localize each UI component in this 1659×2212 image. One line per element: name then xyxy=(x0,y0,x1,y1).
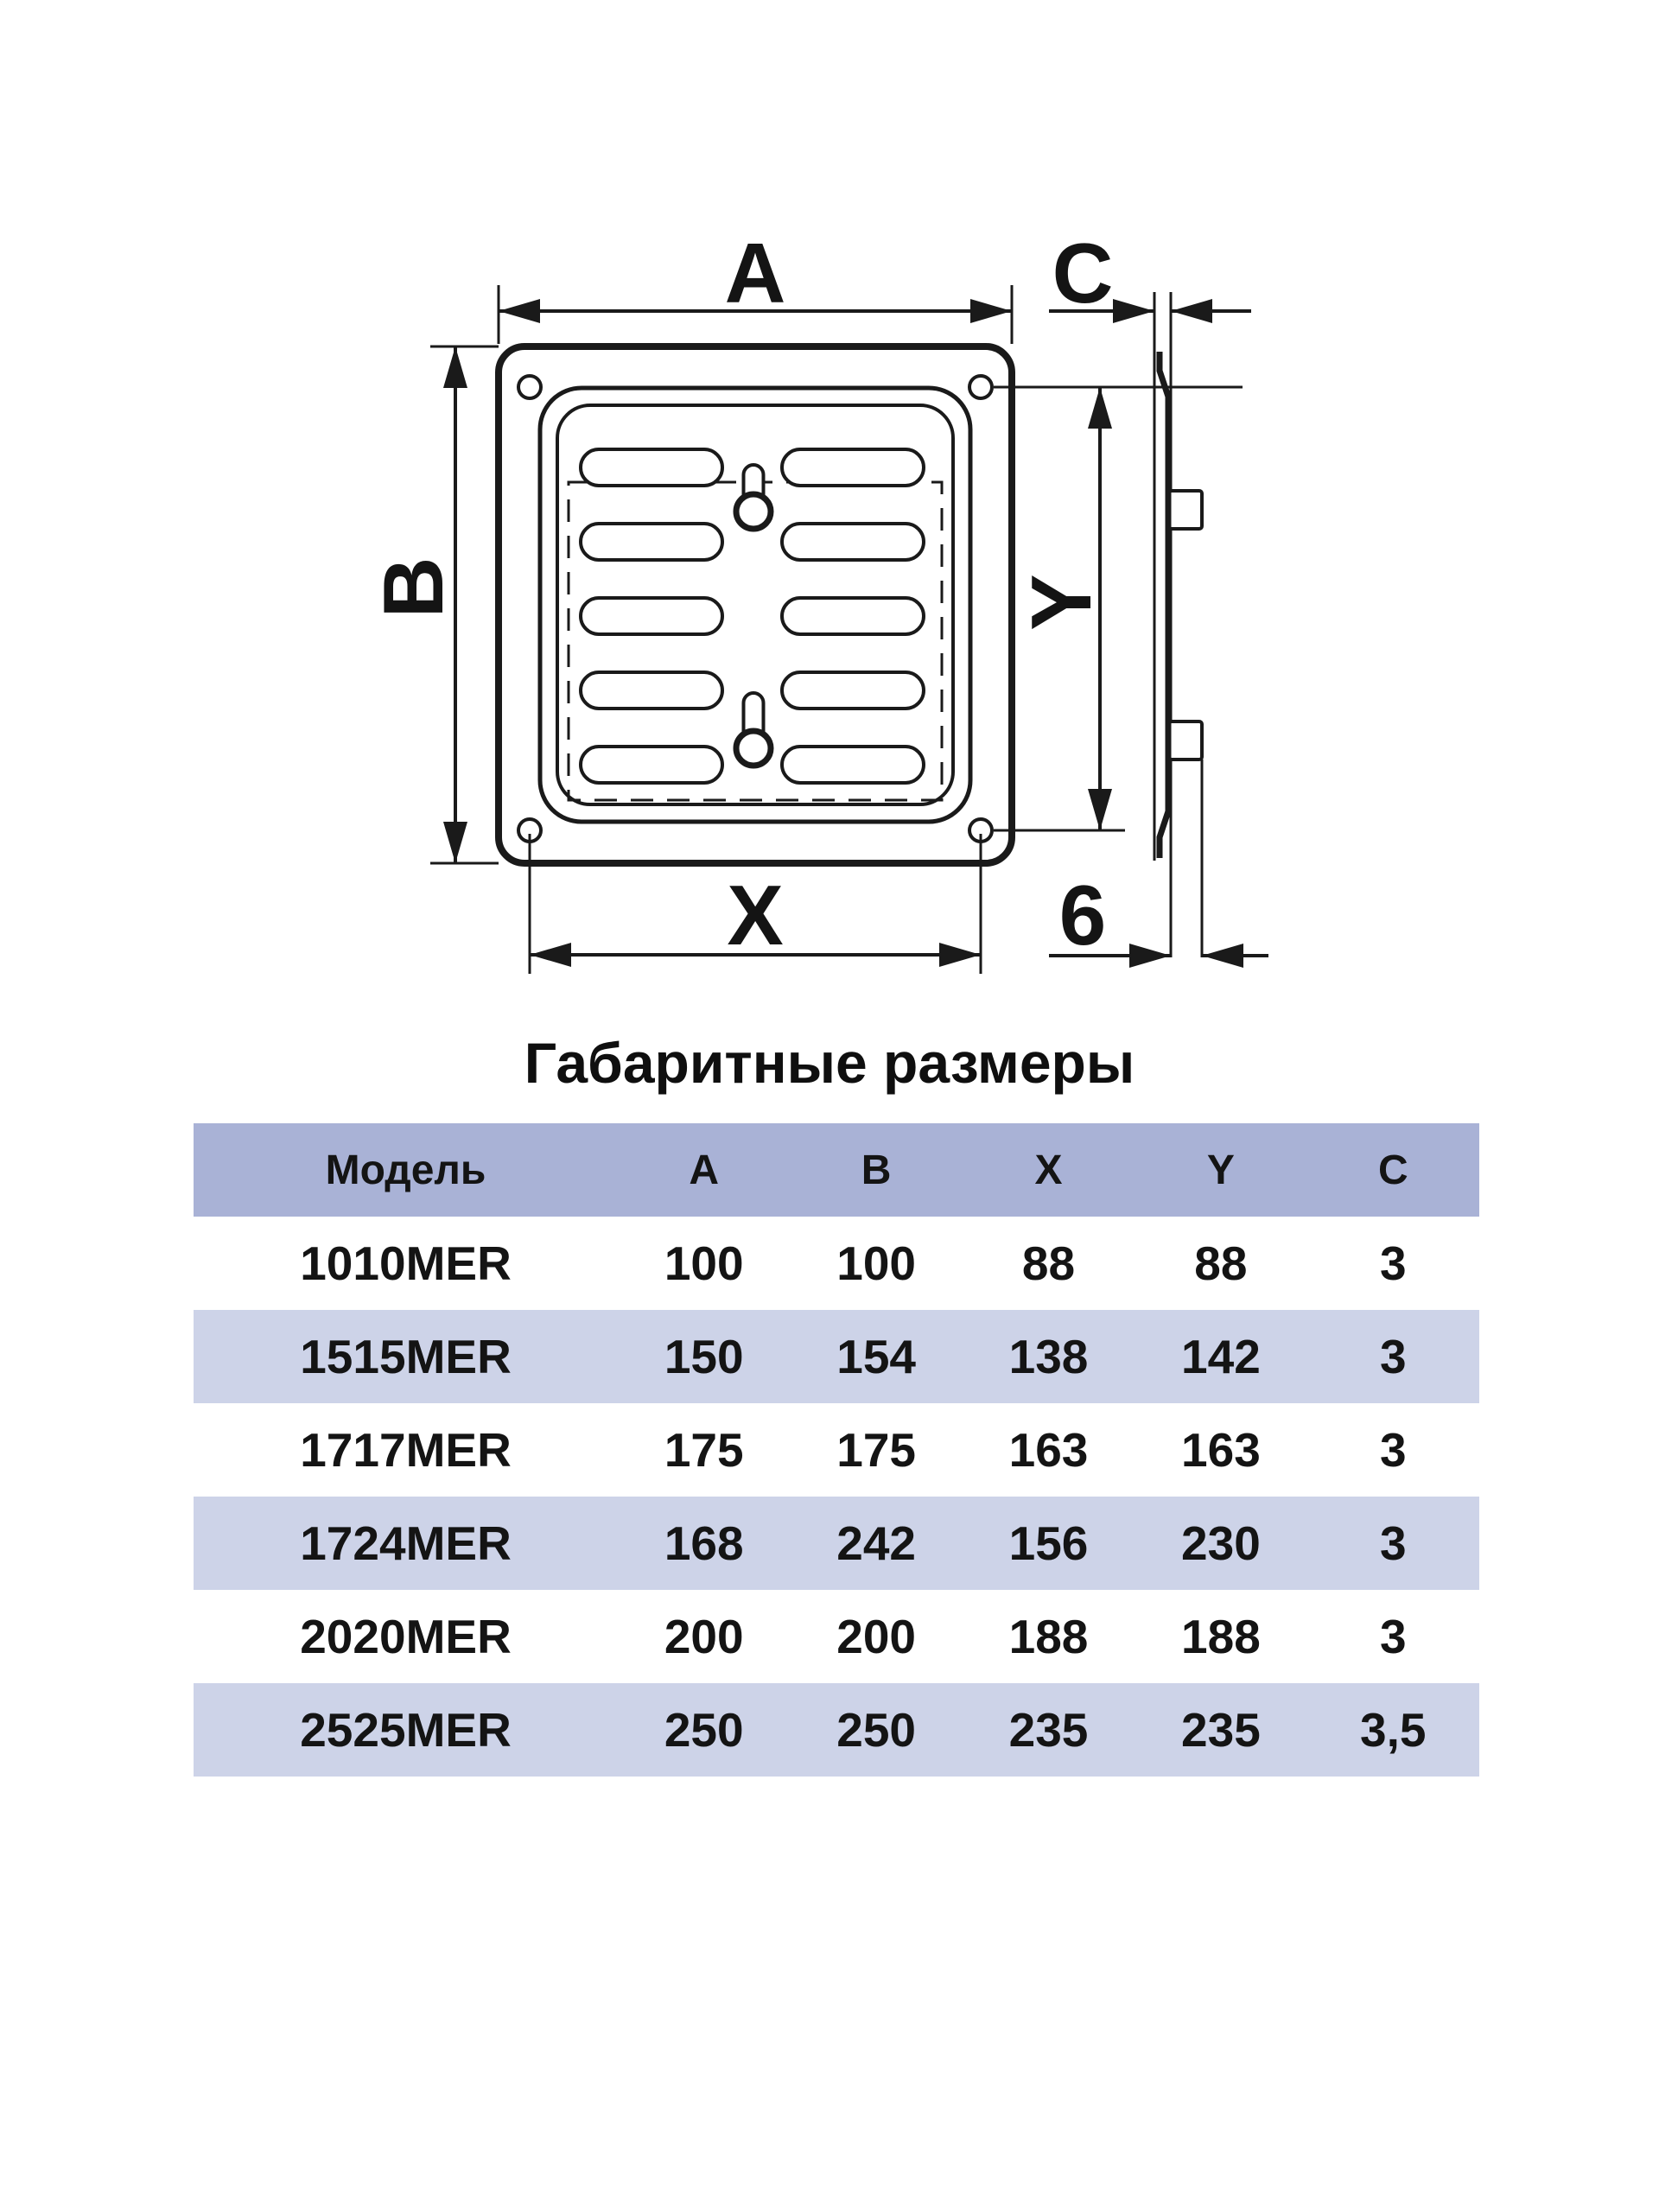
dimension-drawing xyxy=(0,0,1659,1011)
cell-y: 142 xyxy=(1181,1330,1261,1383)
cell-a: 150 xyxy=(664,1330,744,1383)
cell-c: 3,5 xyxy=(1360,1703,1427,1757)
louver-slot xyxy=(782,598,924,634)
table-row xyxy=(194,1497,1479,1590)
col-header-a: A xyxy=(689,1147,720,1193)
cell-model: 1717MER xyxy=(300,1423,512,1477)
dim-a-label: A xyxy=(724,226,786,321)
cell-a: 175 xyxy=(664,1423,744,1477)
screw-hole xyxy=(969,376,992,398)
cell-c: 3 xyxy=(1379,1610,1407,1663)
cell-c: 3 xyxy=(1379,1516,1407,1570)
col-header-y: Y xyxy=(1206,1147,1235,1193)
dim-c xyxy=(1049,226,1251,323)
louver-slot xyxy=(782,524,924,560)
cell-x: 156 xyxy=(1008,1516,1089,1570)
cell-x: 88 xyxy=(1021,1236,1076,1290)
keyhole-circle xyxy=(736,731,771,766)
col-header-model: Модель xyxy=(325,1147,486,1193)
cell-a: 200 xyxy=(664,1610,744,1663)
louver-slot xyxy=(782,449,924,486)
cell-b: 200 xyxy=(836,1610,916,1663)
outer-frame xyxy=(499,346,1012,863)
front-view xyxy=(499,346,1012,863)
table-row xyxy=(194,1217,1479,1310)
cell-b: 100 xyxy=(836,1236,916,1290)
cell-model: 1010MER xyxy=(300,1236,512,1290)
side-view xyxy=(1154,292,1202,957)
col-header-x: X xyxy=(1034,1147,1063,1193)
dim-y-label: Y xyxy=(1014,574,1109,631)
cell-b: 175 xyxy=(836,1423,916,1477)
table-row xyxy=(194,1403,1479,1497)
louver-slot xyxy=(581,449,722,486)
table-row xyxy=(194,1683,1479,1777)
table-row xyxy=(194,1310,1479,1403)
cell-model: 1724MER xyxy=(300,1516,512,1570)
cell-model: 1515MER xyxy=(300,1330,512,1383)
dim-6-label: 6 xyxy=(1058,868,1107,963)
dim-b xyxy=(365,346,499,863)
dim-6 xyxy=(1049,868,1268,968)
table-header-row xyxy=(194,1123,1479,1217)
louver-slot xyxy=(581,524,722,560)
dim-b-label: B xyxy=(365,556,461,619)
louver-slot xyxy=(581,672,722,709)
cell-y: 188 xyxy=(1181,1610,1261,1663)
cell-model: 2020MER xyxy=(300,1610,512,1663)
cell-x: 235 xyxy=(1008,1703,1089,1757)
louver-slot xyxy=(581,598,722,634)
col-header-b: B xyxy=(861,1147,892,1193)
dim-y xyxy=(994,387,1243,830)
dimensions-table xyxy=(194,1123,1479,1777)
cell-b: 242 xyxy=(836,1516,916,1570)
louver-slot xyxy=(782,747,924,783)
cell-b: 154 xyxy=(836,1330,916,1383)
dim-c-label: C xyxy=(1052,226,1114,321)
cell-y: 163 xyxy=(1181,1423,1261,1477)
mounting-clip xyxy=(1169,721,1202,760)
cell-b: 250 xyxy=(836,1703,916,1757)
cell-x: 163 xyxy=(1008,1423,1089,1477)
keyhole-circle xyxy=(736,494,771,529)
cell-y: 230 xyxy=(1181,1516,1261,1570)
table-row xyxy=(194,1590,1479,1683)
dim-a xyxy=(499,226,1012,344)
section-title: Габаритные размеры xyxy=(524,1031,1135,1095)
cell-x: 188 xyxy=(1008,1610,1089,1663)
cell-y: 235 xyxy=(1181,1703,1261,1757)
cell-model: 2525MER xyxy=(300,1703,512,1757)
cell-x: 138 xyxy=(1008,1330,1089,1383)
cell-c: 3 xyxy=(1379,1236,1407,1290)
cell-a: 250 xyxy=(664,1703,744,1757)
cell-c: 3 xyxy=(1379,1423,1407,1477)
col-header-c: C xyxy=(1377,1147,1408,1193)
louver-slot xyxy=(581,747,722,783)
plate-profile xyxy=(1160,352,1168,858)
screw-hole xyxy=(518,376,541,398)
dim-x-label: X xyxy=(727,868,784,963)
louver-slot xyxy=(782,672,924,709)
cell-y: 88 xyxy=(1194,1236,1248,1290)
mounting-clip xyxy=(1169,491,1202,529)
cell-a: 100 xyxy=(664,1236,744,1290)
cell-a: 168 xyxy=(664,1516,744,1570)
cell-c: 3 xyxy=(1379,1330,1407,1383)
